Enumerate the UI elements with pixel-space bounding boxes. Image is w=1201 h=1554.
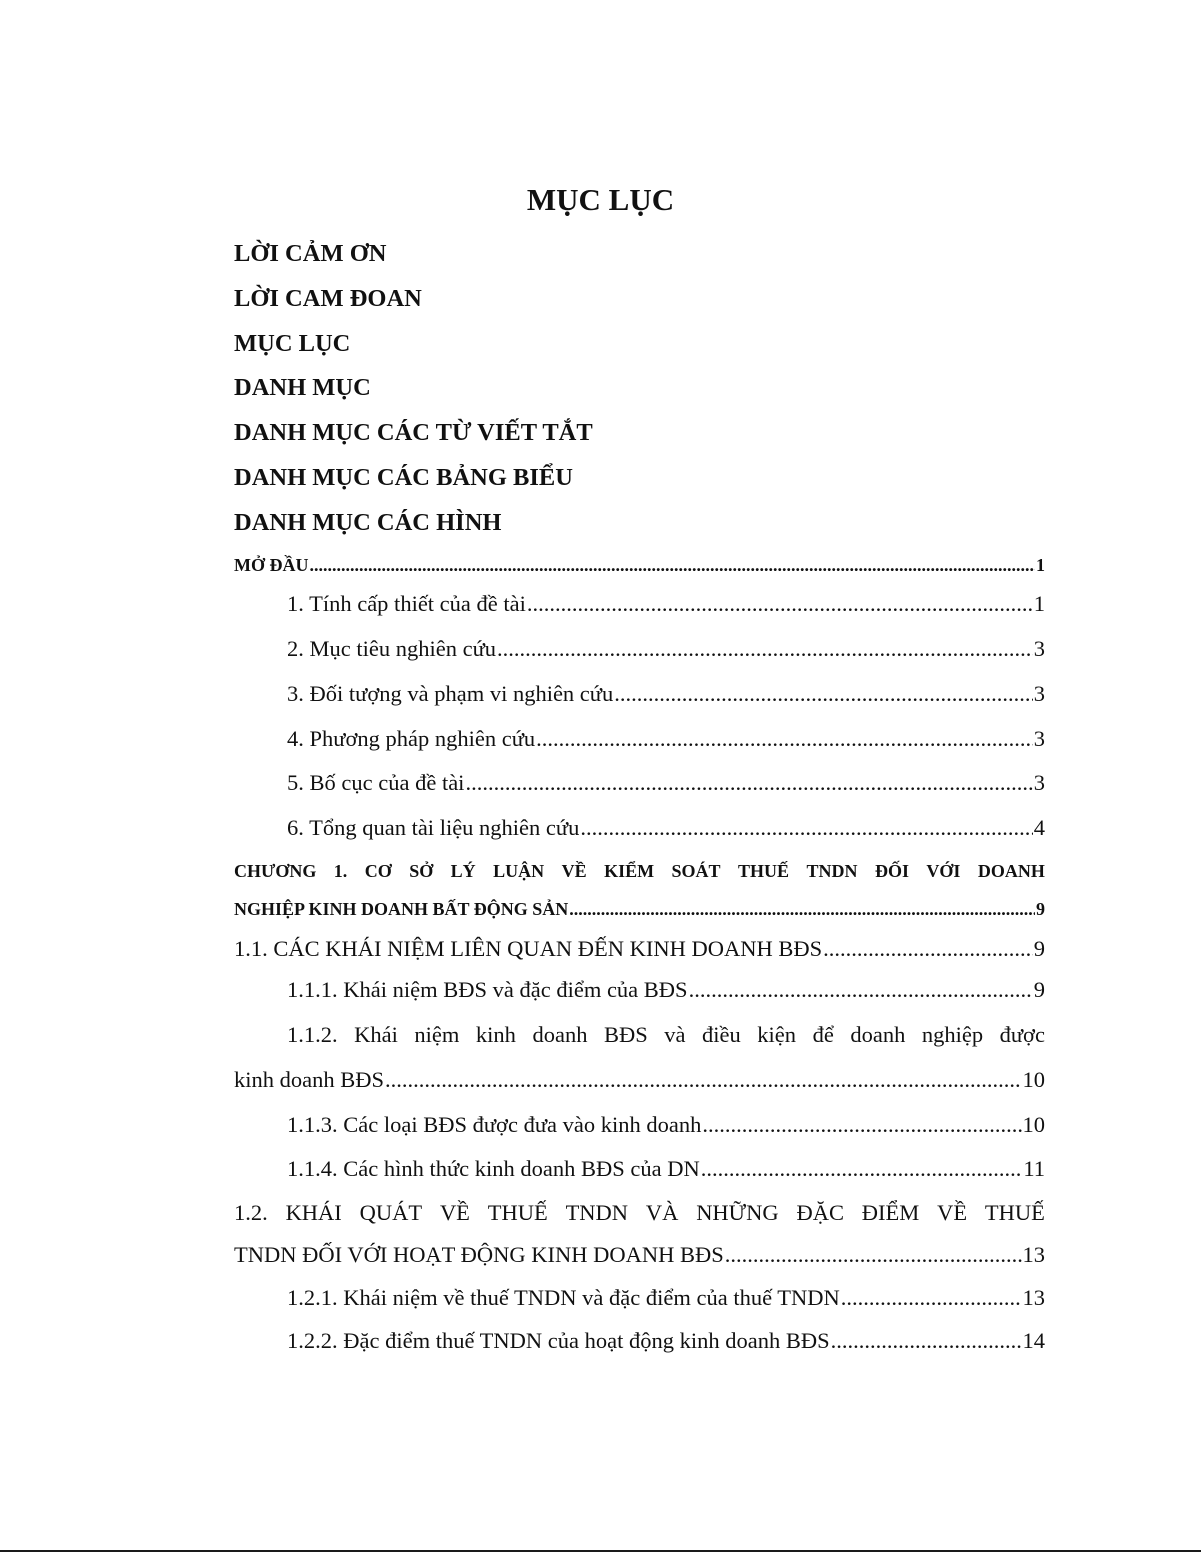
dot-leader: [725, 1238, 1022, 1272]
word: Khái: [354, 1022, 398, 1047]
word: THUẾ: [984, 1200, 1045, 1225]
word: 1.: [333, 861, 348, 881]
toc-entry-1-1: [234, 932, 1045, 966]
word: VỀ: [561, 861, 587, 881]
word: CƠ: [364, 861, 392, 881]
word: 1.1.2.: [287, 1022, 338, 1047]
toc-entry-text: 1.1. CÁC KHÁI NIỆM LIÊN QUAN ĐẾN KINH DOANH BĐS: [234, 936, 823, 961]
word: điều: [702, 1022, 741, 1047]
toc-page-number: 11: [1023, 1156, 1045, 1181]
word: CHƯƠNG: [234, 861, 317, 881]
toc-entry-loi-cam-on: LỜI CẢM ƠN: [234, 240, 387, 267]
word: kiện: [757, 1022, 797, 1047]
word: LUẬN: [493, 861, 545, 881]
toc-chapter-1-line-1: [234, 857, 1045, 885]
toc-entry-intro-3: [234, 677, 1045, 711]
toc-page-number: 3: [1033, 681, 1045, 706]
toc-page-number: 3: [1033, 636, 1045, 661]
dot-leader: [841, 1281, 1022, 1315]
word: ĐIỂM: [861, 1200, 920, 1225]
word: SỞ: [409, 861, 434, 881]
word: DOANH: [977, 861, 1045, 881]
toc-entry-text: 4. Phương pháp nghiên cứu: [287, 726, 536, 751]
word: doanh: [532, 1022, 588, 1047]
toc-entry-intro-6: [234, 811, 1045, 845]
toc-entry-intro-1: [234, 587, 1045, 621]
toc-entry-text: 1.2.1. Khái niệm về thuế TNDN và đặc điểm của thuế TNDN: [287, 1285, 840, 1310]
toc-entry-text: 1.2.2. Đặc điểm thuế TNDN của hoạt động kinh doanh BĐS: [287, 1328, 830, 1353]
dot-leader: [569, 895, 1035, 923]
toc-entry-intro-2: [234, 632, 1045, 666]
word: TNDN: [565, 1200, 629, 1225]
toc-entry-muc-luc: MỤC LỤC: [234, 330, 351, 357]
word: và: [664, 1022, 686, 1047]
toc-entry-1-1-1: [234, 973, 1045, 1007]
toc-entry-text: NGHIỆP KINH DOANH BẤT ĐỘNG SẢN: [234, 899, 569, 919]
toc-entry-text: 2. Mục tiêu nghiên cứu: [287, 636, 497, 661]
dot-leader: [689, 973, 1033, 1007]
toc-entry-text: 5. Bố cục của đề tài: [287, 770, 465, 795]
page-title: MỤC LỤC: [526, 182, 675, 217]
toc-page-number: 1: [1036, 555, 1045, 575]
dot-leader: [701, 1152, 1023, 1186]
word: KHÁI: [285, 1200, 342, 1225]
dot-leader: [580, 811, 1032, 845]
page-bottom-edge: [0, 1550, 1201, 1552]
word: doanh: [850, 1022, 906, 1047]
word: VỀ: [937, 1200, 968, 1225]
toc-entry-1-2-line-1: [234, 1196, 1045, 1230]
toc-entry-1-2-2: [234, 1324, 1045, 1358]
toc-page-number: 1: [1033, 591, 1045, 616]
dot-leader: [831, 1324, 1022, 1358]
word: LÝ: [450, 861, 476, 881]
toc-page-number: 9: [1036, 899, 1045, 919]
dot-leader: [385, 1063, 1021, 1097]
toc-entry-intro-4: [234, 722, 1045, 756]
toc-page-number: 10: [1022, 1112, 1045, 1137]
toc-page-number: 9: [1033, 936, 1045, 961]
toc-entry-text: 1.1.3. Các loại BĐS được đưa vào kinh doanh: [287, 1112, 702, 1137]
word: SOÁT: [671, 861, 721, 881]
word: TNDN: [806, 861, 858, 881]
toc-page-number: 4: [1033, 815, 1045, 840]
toc-entry-text: TNDN ĐỐI VỚI HOẠT ĐỘNG KINH DOANH BĐS: [234, 1242, 724, 1267]
toc-entry-danh-muc-bang-bieu: DANH MỤC CÁC BẢNG BIỂU: [234, 464, 573, 491]
toc-entry-intro-5: [234, 766, 1045, 800]
dot-leader: [527, 587, 1033, 621]
word: ĐỐI: [874, 861, 909, 881]
toc-chapter-1-line-2: [234, 895, 1045, 923]
toc-entry-danh-muc: DANH MỤC: [234, 374, 371, 401]
toc-entry-text: 1.1.4. Các hình thức kinh doanh BĐS của DN: [287, 1156, 700, 1181]
toc-entry-text: MỞ ĐẦU: [234, 555, 309, 575]
dot-leader: [702, 1108, 1021, 1142]
toc-entry-1-1-3: [234, 1108, 1045, 1142]
word: VÀ: [645, 1200, 679, 1225]
word: VỀ: [439, 1200, 470, 1225]
word: được: [999, 1022, 1045, 1047]
word: KIỂM: [604, 861, 655, 881]
dot-leader: [536, 722, 1033, 756]
word: QUÁT: [359, 1200, 423, 1225]
toc-entry-1-2-1: [234, 1281, 1045, 1315]
word: niệm: [414, 1022, 460, 1047]
toc-page-number: 13: [1022, 1242, 1045, 1267]
toc-page-number: 14: [1022, 1328, 1045, 1353]
toc-entry-1-1-4: [234, 1152, 1045, 1186]
word: ĐẶC: [796, 1200, 844, 1225]
word: nghiệp: [921, 1022, 984, 1047]
toc-entry-text: 1.1.1. Khái niệm BĐS và đặc điểm của BĐS: [287, 977, 688, 1002]
dot-leader: [614, 677, 1033, 711]
dot-leader: [465, 766, 1032, 800]
toc-page-number: 10: [1022, 1067, 1045, 1092]
toc-entry-danh-muc-tu-viet-tat: DANH MỤC CÁC TỪ VIẾT TẮT: [234, 419, 593, 446]
toc-entry-text: 1. Tính cấp thiết của đề tài: [287, 591, 526, 616]
word: để: [812, 1022, 834, 1047]
word: VỚI: [926, 861, 961, 881]
word: kinh: [475, 1022, 516, 1047]
toc-page-number: 9: [1033, 977, 1045, 1002]
toc-entry-1-1-2-line-2: [234, 1063, 1045, 1097]
toc-entry-1-1-2-line-1: [234, 1018, 1045, 1052]
toc-page-number: 13: [1022, 1285, 1045, 1310]
toc-entry-text: kinh doanh BĐS: [234, 1067, 385, 1092]
dot-leader: [823, 932, 1033, 966]
dot-leader: [497, 632, 1033, 666]
toc-page-number: 3: [1033, 726, 1045, 751]
word: BĐS: [603, 1022, 648, 1047]
word: NHỮNG: [696, 1200, 779, 1225]
word: THUẾ: [487, 1200, 548, 1225]
toc-entry-mo-dau: [234, 551, 1045, 579]
toc-entry-danh-muc-hinh: DANH MỤC CÁC HÌNH: [234, 509, 502, 536]
toc-entry-text: 6. Tổng quan tài liệu nghiên cứu: [287, 815, 580, 840]
toc-entry-text: 3. Đối tượng và phạm vi nghiên cứu: [287, 681, 614, 706]
toc-entry-1-2-line-2: [234, 1238, 1045, 1272]
dot-leader: [310, 551, 1036, 579]
word: 1.2.: [234, 1200, 268, 1225]
toc-page-number: 3: [1033, 770, 1045, 795]
word: THUẾ: [738, 861, 790, 881]
toc-entry-loi-cam-doan: LỜI CAM ĐOAN: [234, 285, 422, 312]
